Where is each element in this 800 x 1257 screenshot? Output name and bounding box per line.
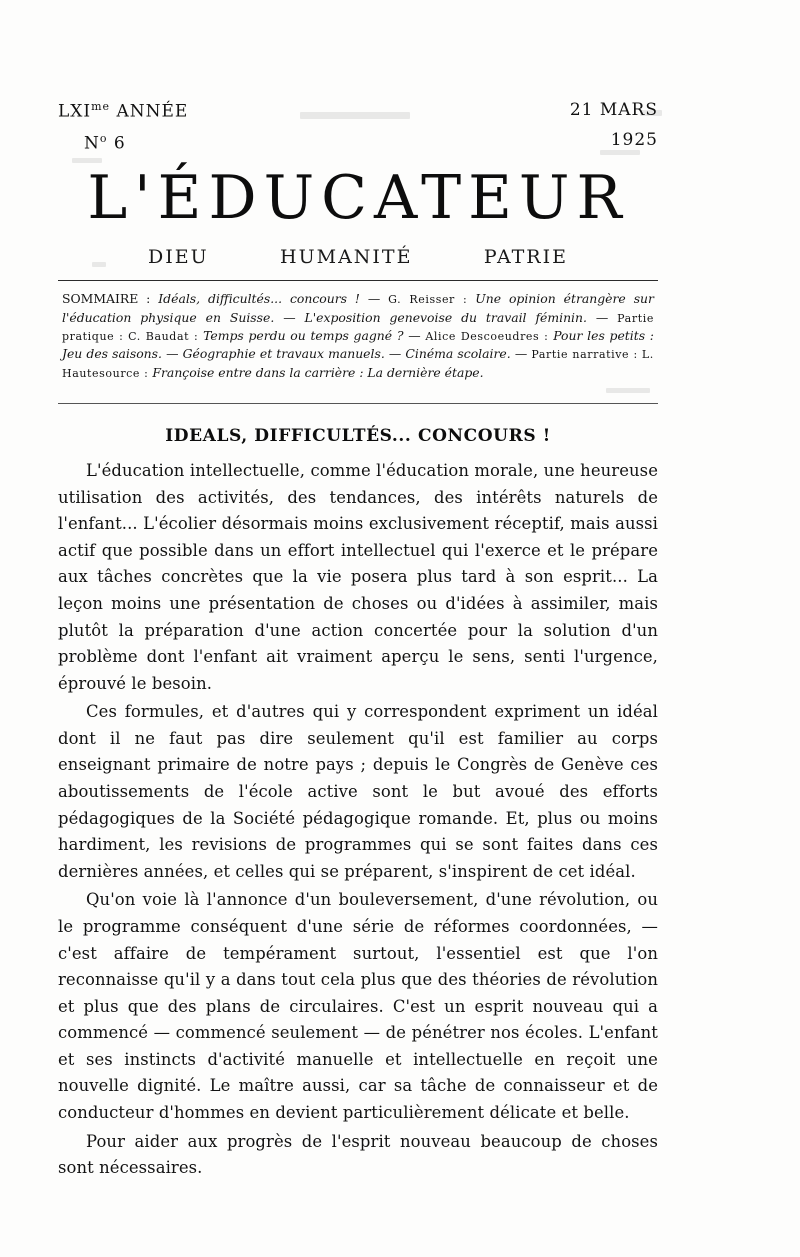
volume-year bbox=[58, 100, 188, 122]
motto-word-1: DIEU bbox=[148, 246, 209, 269]
issue-number-sup: o bbox=[99, 131, 108, 145]
article-title: IDEALS, DIFFICULTÉS... CONCOURS ! bbox=[165, 426, 551, 447]
toc-section-narrative: Partie narrative : bbox=[531, 348, 638, 362]
motto-word-2: HUMANITÉ bbox=[280, 246, 413, 269]
journal-title: L'ÉDUCATEUR bbox=[87, 163, 629, 234]
toc-dash: — bbox=[595, 309, 609, 325]
toc-entry-8-title: Françoise entre dans la carrière : La dernière étape. bbox=[152, 364, 484, 380]
toc-entry-5-title: Pour les petits : Jeu des saisons. bbox=[62, 328, 654, 362]
toc-entry-7-title: Cinéma scolaire. bbox=[405, 346, 511, 362]
toc-entry-3-title-b: travail féminin. bbox=[485, 309, 587, 325]
toc-entry-4-author: C. Baudat : bbox=[128, 330, 199, 344]
motto-word-3: PATRIE bbox=[483, 246, 568, 269]
volume-suffix: me bbox=[91, 100, 111, 113]
toc-dash: — bbox=[388, 346, 402, 362]
issue-info-right bbox=[570, 100, 658, 150]
toc-entry-3-title-a: L'exposition genevoise du bbox=[304, 309, 477, 325]
article-paragraph: Qu'on voie là l'annonce d'un bouleversement, d'une révolution, ou le programme conséquent d'une série de réformes coordonnées, — c'est affaire de tempérament surtout, l'essentiel est que l'on reconnaisse qu'il y a dans tout cela plus que des théories de révolution et plus que des plans de circulaires. C'est un esprit nouveau qui a commencé — commencé seulement — de pénétrer nos écoles. L'enfant et ses instincts d'activité manuelle et intellectuelle en reçoit une nouvelle dignité. Le maître aussi, car sa tâche de connaisseur et de conducteur d'hommes en devient particulièrement délicate et belle. bbox=[58, 890, 658, 1122]
issue-number-value: 6 bbox=[113, 133, 126, 154]
toc-entry-2-author: G. Reisser : bbox=[388, 293, 468, 307]
toc-entry-8-author: L. Hautesource : bbox=[62, 348, 654, 380]
publication-year: 1925 bbox=[610, 130, 658, 150]
toc-dash: — bbox=[408, 328, 421, 344]
issue-number bbox=[84, 132, 188, 154]
sommaire-label: SOMMAIRE : bbox=[62, 291, 151, 307]
issue-number-prefix: N bbox=[84, 133, 100, 154]
page-content bbox=[58, 100, 658, 1184]
toc-section-pratique: Partie pratique : bbox=[62, 311, 654, 344]
toc-entry-2-title-b: étrangère sur l'éducation physique en Suisse. bbox=[62, 291, 654, 325]
article-body bbox=[58, 458, 658, 1182]
toc-entry-6-title: Géographie et travaux manuels. bbox=[182, 346, 385, 362]
toc-entry-1-title: Idéals, difficultés... concours ! bbox=[158, 291, 360, 307]
issue-info-left bbox=[58, 100, 188, 153]
toc-dash: — bbox=[283, 309, 296, 325]
toc-entry-5-author: Alice Descoeudres : bbox=[425, 330, 549, 344]
article-paragraph: Pour aider aux progrès de l'esprit nouveau beaucoup de choses sont nécessaires. bbox=[58, 1131, 658, 1178]
toc-dash: — bbox=[514, 346, 528, 362]
table-of-contents bbox=[58, 281, 658, 391]
toc-entry-4-title-a: Temps perdu ou temps bbox=[203, 328, 349, 344]
toc-dash: — bbox=[367, 291, 381, 307]
divider-bottom bbox=[58, 403, 658, 404]
publication-date: 21 MARS bbox=[569, 100, 658, 120]
toc-entry-4-title-b: gagné ? bbox=[353, 328, 404, 344]
volume-number: LXI bbox=[58, 101, 92, 122]
article-paragraph: Ces formules, et d'autres qui y correspondent expriment un idéal dont il ne faut pas dire seulement qu'il est familier au corps enseignant primaire de notre pays ; depuis le Congrès de Genève ces aboutissements de l'école active sont le but avoué des efforts pédagogiques de la Société pédagogique romande. Et, plus ou moins hardiment, les revisions de programmes qui se sont faites dans ces dernières années, et celles qui se préparent, s'inspirent de cet idéal. bbox=[58, 702, 658, 881]
annee-word: ANNÉE bbox=[116, 101, 189, 122]
title-block bbox=[58, 163, 658, 269]
article-paragraph: L'éducation intellectuelle, comme l'éducation morale, une heureuse utilisation des activités, des tendances, des intérêts naturels de l'enfant... L'écolier désormais moins exclusivement réceptif, mais aussi actif que possible dans un effort intellectuel qui l'exerce et le prépare aux tâches concrètes que la vie posera plus tard à son esprit... La leçon moins une présentation de choses ou d'idées à assimiler, mais plutôt la préparation d'une action concertée pour la solution d'un problème dont l'enfant ait vraiment aperçu le sens, senti l'urgence, éprouvé le besoin. bbox=[58, 461, 658, 693]
masthead bbox=[58, 100, 658, 153]
toc-entry-2-title-a: Une opinion bbox=[475, 291, 556, 307]
journal-motto bbox=[148, 246, 568, 268]
toc-dash: — bbox=[166, 346, 179, 362]
